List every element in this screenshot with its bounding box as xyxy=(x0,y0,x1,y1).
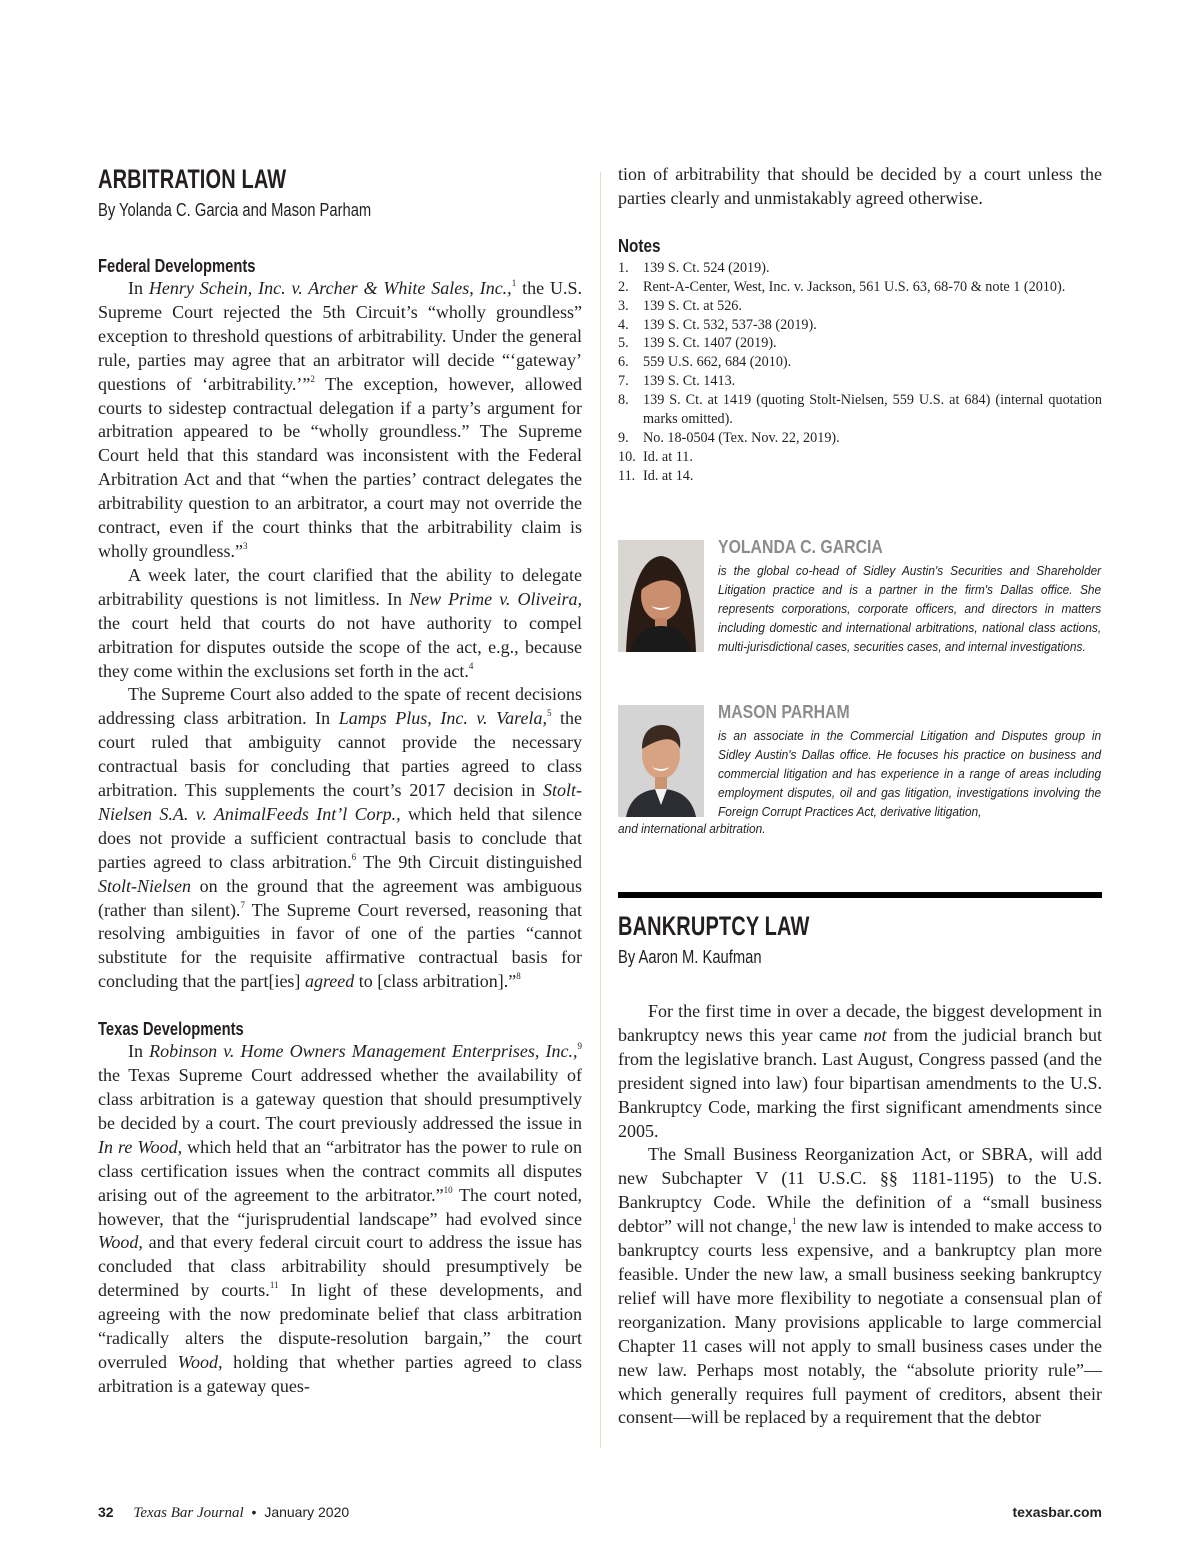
texas-developments-heading: Texas Developments xyxy=(98,1019,244,1040)
note-item: 1. 139 S. Ct. 524 (2019). xyxy=(618,259,770,276)
bankruptcy-byline: By Aaron M. Kaufman xyxy=(618,947,762,967)
author-bio-parham xyxy=(618,702,1102,845)
note-item: 4. 139 S. Ct. 532, 537-38 (2019). xyxy=(618,316,817,333)
footer-left xyxy=(98,1503,349,1522)
note-item: 3. 139 S. Ct. at 526. xyxy=(618,297,742,314)
note-item: 10. Id. at 11. xyxy=(618,448,693,465)
note-item: 11. Id. at 14. xyxy=(618,467,694,484)
journal-name: Texas Bar Journal xyxy=(133,1505,244,1521)
issue-date: January 2020 xyxy=(264,1504,350,1520)
paragraph: The Supreme Court also added to the spate of recent decisions addressing class arbitration. In Lamps Plus, Inc. v. Varela,$^5$ the court ruled that ambiguity cannot provide the necessary contractual basis for concluding that parties agreed to class arbitration. This supplements the court’s 2017 decision in Stolt-Nielsen S.A. v. AnimalFeeds Int’l Corp., which held that silence does not provide a sufficient contractual basis to conclude that parties agreed to class arbitration.$^6$ The 9th Circuit distinguished Stolt-Nielsen on the ground that the agreement was ambiguous (rather than silent).$^7$ The Supreme Court reversed, reasoning that resolving ambiguities in favor of one of the parties “cannot substitute for the requisite affirmative contractual basis for concluding that the part[ies] agreed to [class arbitration].”$^8$ xyxy=(98,684,583,992)
federal-body xyxy=(98,277,582,994)
paragraph: For the first time in over a decade, the biggest development in bankruptcy news this year came not from the judicial branch but from the legislative branch. Last August, Congress passed (and the president signed into law) four bipartisan amendments to the U.S. Bankruptcy Code, marking the first significant amendments since 2005. xyxy=(618,1001,1102,1141)
note-item: 8. 139 S. Ct. at 1419 (quoting Stolt-Nielsen, 559 U.S. at 684) (internal quotation marks omitted). xyxy=(618,392,1102,428)
author-bio-text-parham: is an associate in the Commercial Litigation and Disputes group in Sidley Austin's Dallas office. He focuses his practice on business and commercial litigation and has experience in a range of areas including employment disputes, oil and gas litigation, investigations involving the Foreign Corrupt Practices Act, derivative litigation, xyxy=(718,728,1102,819)
note-item: 2. Rent-A-Center, West, Inc. v. Jackson, 561 U.S. 63, 68-70 & note 1 (2010). xyxy=(618,278,1066,295)
bankruptcy-body xyxy=(618,1000,1102,1430)
note-item: 9. No. 18-0504 (Tex. Nov. 22, 2019). xyxy=(618,429,840,446)
footer-bullet: • xyxy=(251,1504,257,1520)
author-bio-garcia xyxy=(618,537,1102,655)
note-item: 5. 139 S. Ct. 1407 (2019). xyxy=(618,335,777,352)
arbitration-title: ARBITRATION LAW xyxy=(98,164,287,194)
author-photo-garcia xyxy=(618,540,704,652)
notes-title: Notes xyxy=(618,235,661,256)
arbitration-byline: By Yolanda C. Garcia and Mason Parham xyxy=(98,200,372,220)
column-divider xyxy=(600,172,601,1448)
arbitration-closing: tion of arbitrability that should be decided by a court unless the parties clearly and unmistakably agreed otherwise. xyxy=(618,164,1102,208)
author-bio-text-garcia: is the global co-head of Sidley Austin's Securities and Shareholder Litigation practice and is a partner in the firm's Dallas office. She represents corporations, corporate officers, and directors in matters including domestic and international arbitrations, national class actions, multi-jurisdictional cases, securities cases, and internal investigations. xyxy=(718,563,1102,654)
paragraph: The Small Business Reorganization Act, or SBRA, will add new Subchapter V (11 U.S.C. §§ 1181-1195) to the U.S. Bankruptcy Code. While the definition of a “small business debtor” will not change,$^1$ the new law is intended to make access to bankruptcy courts less expensive, and a bankruptcy plan more feasible. Under the new law, a small business seeking bankruptcy relief will have more flexibility to negotiate a consensual plan of reorganization. Many provisions applicable to large commercial Chapter 11 cases will not apply to small business cases under the new law. Perhaps most notably, the “absolute priority rule”—which generally requires full payment of creditors, absent their consent—will be replaced by a requirement that the debtor xyxy=(618,1144,1102,1428)
paragraph: A week later, the court clarified that the ability to delegate arbitrability questions is not limitless. In New Prime v. Oliveira, the court held that courts do not have authority to compel arbitration for disputes outside the scope of the act, e.g., because they come within the exclusions set forth in the act.$^4$ xyxy=(98,564,582,681)
section-rule xyxy=(618,892,1102,898)
texas-body xyxy=(98,1040,582,1399)
note-item: 7. 139 S. Ct. 1413. xyxy=(618,373,736,390)
paragraph: In Henry Schein, Inc. v. Archer & White Sales, Inc.,$^1$ the U.S. Supreme Court rejected the 5th Circuit’s “wholly groundless” exception to threshold questions of arbitrability. Under the general rule, parties may agree that an arbitrator will decide “‘gateway’ questions of ‘arbitrability.’”$^2$ The exception, however, allowed courts to sidestep contractual delegation if a party’s argument for arbitration appeared to be “wholly groundless.” The Supreme Court held that this standard was inconsistent with the Federal Arbitration Act and that “when the parties’ contract delegates the arbitrability question to an arbitrator, a court may not override the contract, even if the court thinks that the arbitrability claim is wholly groundless.”$^3$ xyxy=(98,278,583,561)
paragraph: In Robinson v. Home Owners Management Enterprises, Inc.,$^9$ the Texas Supreme Court addressed whether the availability of class arbitration is a gateway question that should presumptively be decided by a court. The court previously addressed the issue in In re Wood, which held that an “arbitrator has the power to rule on class certification issues when the contract commits all disputes arising out of the agreement to the arbitrator.”$^{10}$ The court noted, however, that the “jurisprudential landscape” had evolved since Wood, and that every federal circuit court to address the issue has concluded that class arbitrability should presumptively be determined by courts.$^{11}$ In light of these developments, and agreeing with the now predominate belief that class arbitration “radically alters the dispute-resolution bargain,” the court overruled Wood, holding that whether parties agreed to class arbitration is a gateway ques- xyxy=(98,1041,583,1396)
author-photo-parham xyxy=(618,705,704,817)
bankruptcy-title: BANKRUPTCY LAW xyxy=(618,911,810,941)
federal-developments-heading: Federal Developments xyxy=(98,256,256,276)
right-column xyxy=(618,163,1102,486)
page-number: 32 xyxy=(98,1504,114,1520)
note-item: 6. 559 U.S. 662, 684 (2010). xyxy=(618,354,792,371)
author-name-garcia: YOLANDA C. GARCIA xyxy=(718,537,883,557)
author-bio-tail-parham: and international arbitration. xyxy=(618,821,766,836)
notes-list xyxy=(618,259,1102,486)
left-column xyxy=(98,163,582,1399)
author-name-parham: MASON PARHAM xyxy=(718,702,850,722)
bankruptcy-section xyxy=(618,910,1102,1430)
website-link[interactable]: texasbar.com xyxy=(1012,1504,1102,1520)
